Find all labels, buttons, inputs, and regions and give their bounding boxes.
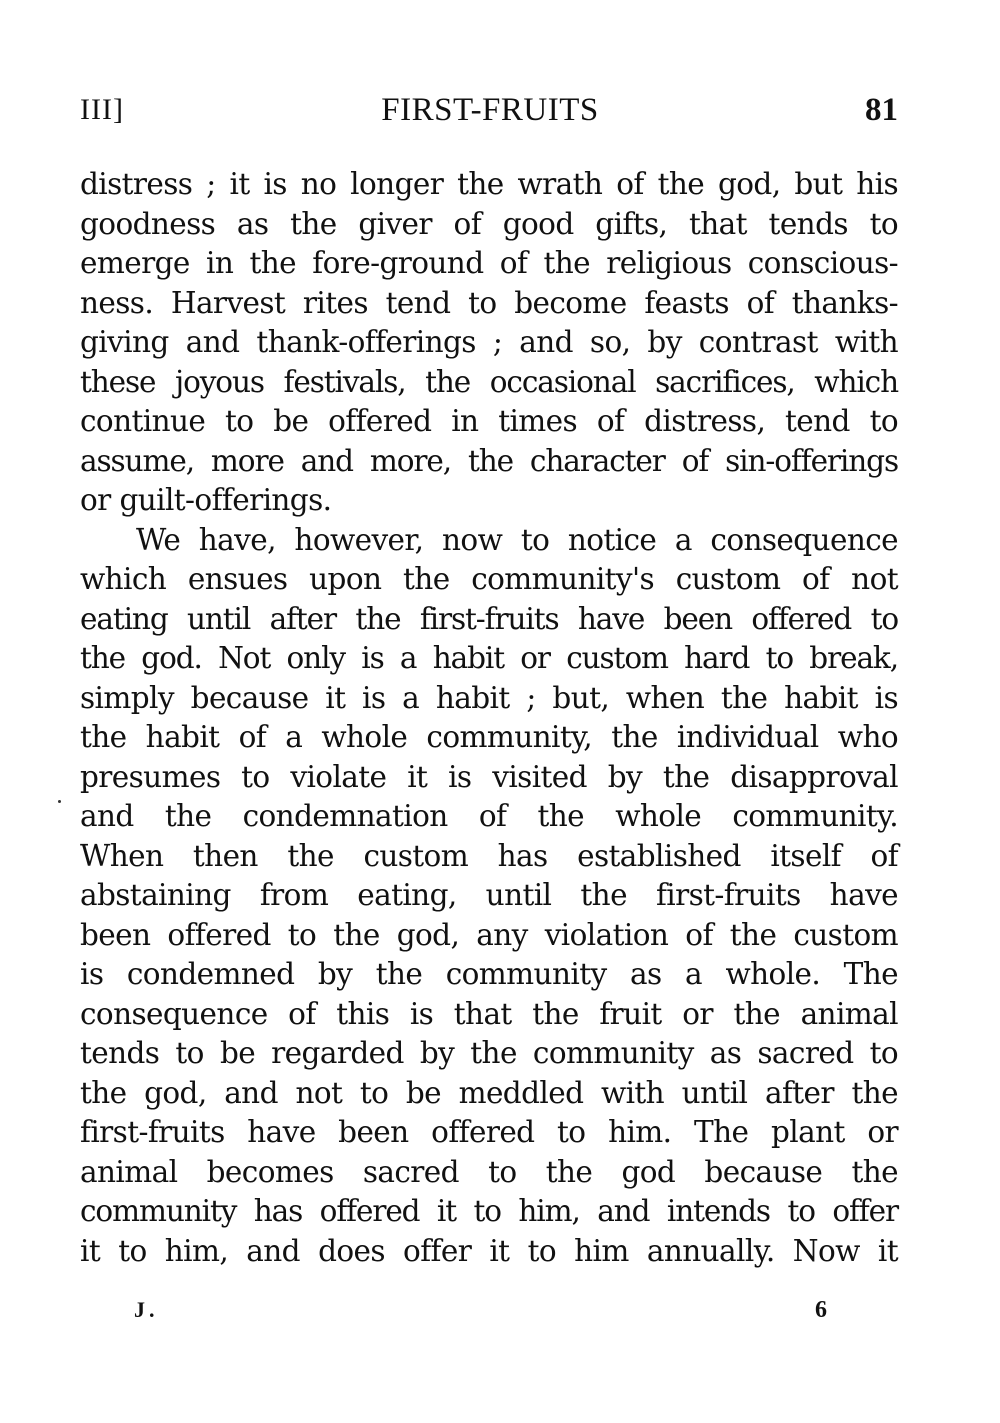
text-line: these joyous festivals, the occasional sacrifices, which xyxy=(80,364,898,399)
chapter-number: III] xyxy=(80,93,124,126)
text-line: and the condemnation of the whole community. xyxy=(80,799,898,833)
text-line: animal becomes sacred to the god because the xyxy=(80,1154,898,1189)
text-line: the god, and not to be meddled with until after the xyxy=(80,1075,898,1110)
text-line: been offered to the god, any violation of the custom xyxy=(80,917,898,952)
text-line: the god. Not only is a habit or custom hard to break, xyxy=(80,641,898,675)
running-title: FIRST-FRUITS xyxy=(381,92,599,128)
text-line: When then the custom has established itself of xyxy=(80,838,898,873)
text-line: presumes to violate it is visited by the disapproval xyxy=(80,759,898,794)
text-line: distress ; it is no longer the wrath of the god, but his xyxy=(80,167,898,201)
running-head xyxy=(80,88,900,132)
text-line: giving and thank-offerings ; and so, by contrast with xyxy=(80,325,898,359)
paragraph-start-line: We have, however, now to notice a consequence xyxy=(136,522,898,557)
text-line: community has offered it to him, and intends to offer xyxy=(80,1194,898,1228)
text-line: tends to be regarded by the community as sacred to xyxy=(80,1036,898,1070)
text-line: abstaining from eating, until the first-fruits have xyxy=(80,878,898,912)
text-line: first-fruits have been offered to him. The plant or xyxy=(80,1115,898,1149)
text-line: or guilt-offerings. xyxy=(80,483,332,517)
text-line: is condemned by the community as a whole. The xyxy=(80,957,898,991)
text-line: consequence of this is that the fruit or the animal xyxy=(80,996,898,1031)
text-line: continue to be offered in times of distress, tend to xyxy=(80,404,898,438)
text-line: it to him, and does offer it to him annually. Now it xyxy=(80,1233,898,1268)
body-text xyxy=(80,165,898,1271)
text-line: which ensues upon the community's custom of not xyxy=(80,562,898,596)
margin-speck xyxy=(58,800,61,803)
text-line: simply because it is a habit ; but, when the habit is xyxy=(80,680,898,715)
text-line: the habit of a whole community, the individual who xyxy=(80,720,898,754)
text-line: eating until after the first-fruits have been offered to xyxy=(80,601,898,636)
page-footer xyxy=(80,1290,900,1330)
printer-signature-mark: J. xyxy=(134,1297,159,1322)
text-line: assume, more and more, the character of sin-offerings xyxy=(80,443,898,478)
text-line: goodness as the giver of good gifts, that tends to xyxy=(80,206,898,241)
page-number: 81 xyxy=(865,92,898,128)
text-line: ness. Harvest rites tend to become feasts of thanks- xyxy=(80,285,898,320)
sheet-number: 6 xyxy=(815,1297,827,1323)
text-line: emerge in the fore-ground of the religious conscious- xyxy=(80,246,898,280)
